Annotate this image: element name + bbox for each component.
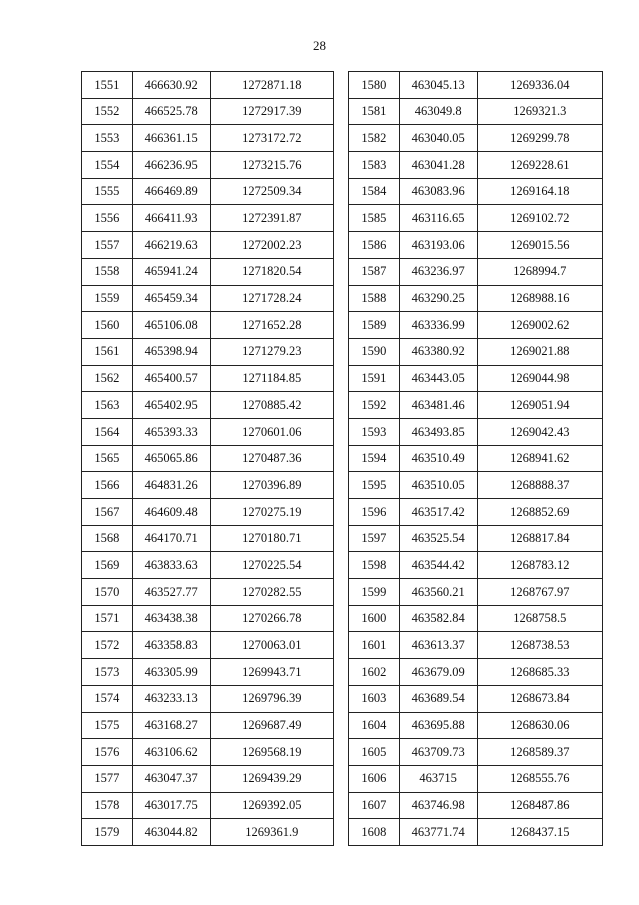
y-coordinate-cell: 1269021.88: [477, 338, 602, 365]
point-number-cell: 1568: [82, 525, 133, 552]
x-coordinate-cell: 463527.77: [132, 579, 210, 606]
x-coordinate-cell: 464609.48: [132, 499, 210, 526]
table-row: [349, 712, 603, 739]
point-number-cell: 1554: [82, 152, 133, 179]
point-number-cell: 1575: [82, 712, 133, 739]
point-number-cell: 1583: [349, 152, 400, 179]
point-number-cell: 1578: [82, 792, 133, 819]
table-row: [82, 445, 334, 472]
x-coordinate-cell: 464831.26: [132, 472, 210, 499]
x-coordinate-cell: 463833.63: [132, 552, 210, 579]
point-number-cell: 1592: [349, 392, 400, 419]
y-coordinate-cell: 1269687.49: [210, 712, 333, 739]
x-coordinate-cell: 463193.06: [399, 232, 477, 259]
y-coordinate-cell: 1270180.71: [210, 525, 333, 552]
table-row: [349, 739, 603, 766]
table-row: [82, 98, 334, 125]
x-coordinate-cell: 463336.99: [399, 312, 477, 339]
table-row: [349, 552, 603, 579]
point-number-cell: 1561: [82, 338, 133, 365]
table-row: [349, 685, 603, 712]
y-coordinate-cell: 1268555.76: [477, 765, 602, 792]
point-number-cell: 1597: [349, 525, 400, 552]
table-row: [349, 819, 603, 846]
point-number-cell: 1565: [82, 445, 133, 472]
point-number-cell: 1553: [82, 125, 133, 152]
x-coordinate-cell: 463047.37: [132, 765, 210, 792]
x-coordinate-cell: 463613.37: [399, 632, 477, 659]
table-row: [82, 418, 334, 445]
point-number-cell: 1594: [349, 445, 400, 472]
point-number-cell: 1607: [349, 792, 400, 819]
x-coordinate-cell: 463715: [399, 765, 477, 792]
y-coordinate-cell: 1268817.84: [477, 525, 602, 552]
table-row: [349, 418, 603, 445]
point-number-cell: 1595: [349, 472, 400, 499]
y-coordinate-cell: 1268673.84: [477, 685, 602, 712]
x-coordinate-cell: 463582.84: [399, 605, 477, 632]
y-coordinate-cell: 1268941.62: [477, 445, 602, 472]
y-coordinate-cell: 1270396.89: [210, 472, 333, 499]
y-coordinate-cell: 1268630.06: [477, 712, 602, 739]
point-number-cell: 1605: [349, 739, 400, 766]
table-row: [82, 125, 334, 152]
table-row: [82, 152, 334, 179]
table-row: [349, 792, 603, 819]
x-coordinate-cell: 463044.82: [132, 819, 210, 846]
y-coordinate-cell: 1268738.53: [477, 632, 602, 659]
y-coordinate-cell: 1270275.19: [210, 499, 333, 526]
point-number-cell: 1564: [82, 418, 133, 445]
y-coordinate-cell: 1272002.23: [210, 232, 333, 259]
point-number-cell: 1570: [82, 579, 133, 606]
table-row: [82, 312, 334, 339]
y-coordinate-cell: 1272871.18: [210, 72, 333, 99]
table-row: [349, 285, 603, 312]
y-coordinate-cell: 1269015.56: [477, 232, 602, 259]
y-coordinate-cell: 1271728.24: [210, 285, 333, 312]
point-number-cell: 1589: [349, 312, 400, 339]
point-number-cell: 1603: [349, 685, 400, 712]
table-row: [82, 659, 334, 686]
x-coordinate-cell: 466236.95: [132, 152, 210, 179]
x-coordinate-cell: 463709.73: [399, 739, 477, 766]
y-coordinate-cell: 1270601.06: [210, 418, 333, 445]
table-row: [82, 285, 334, 312]
x-coordinate-cell: 463510.49: [399, 445, 477, 472]
x-coordinate-cell: 465398.94: [132, 338, 210, 365]
x-coordinate-cell: 463290.25: [399, 285, 477, 312]
y-coordinate-cell: 1268767.97: [477, 579, 602, 606]
table-row: [82, 579, 334, 606]
y-coordinate-cell: 1271820.54: [210, 258, 333, 285]
table-row: [349, 312, 603, 339]
x-coordinate-cell: 463233.13: [132, 685, 210, 712]
x-coordinate-cell: 465106.08: [132, 312, 210, 339]
point-number-cell: 1598: [349, 552, 400, 579]
point-number-cell: 1571: [82, 605, 133, 632]
table-row: [82, 765, 334, 792]
table-row: [349, 258, 603, 285]
y-coordinate-cell: 1268852.69: [477, 499, 602, 526]
table-row: [82, 632, 334, 659]
x-coordinate-cell: 463305.99: [132, 659, 210, 686]
table-row: [82, 365, 334, 392]
x-coordinate-cell: 463443.05: [399, 365, 477, 392]
y-coordinate-cell: 1268988.16: [477, 285, 602, 312]
x-coordinate-cell: 463358.83: [132, 632, 210, 659]
x-coordinate-cell: 463679.09: [399, 659, 477, 686]
table-row: [349, 765, 603, 792]
y-coordinate-cell: 1269568.19: [210, 739, 333, 766]
y-coordinate-cell: 1271279.23: [210, 338, 333, 365]
x-coordinate-cell: 463525.54: [399, 525, 477, 552]
x-coordinate-cell: 463045.13: [399, 72, 477, 99]
y-coordinate-cell: 1272509.34: [210, 178, 333, 205]
table-row: [349, 632, 603, 659]
table-row: [349, 72, 603, 99]
point-number-cell: 1562: [82, 365, 133, 392]
y-coordinate-cell: 1273172.72: [210, 125, 333, 152]
x-coordinate-cell: 463116.65: [399, 205, 477, 232]
table-row: [349, 152, 603, 179]
point-number-cell: 1551: [82, 72, 133, 99]
y-coordinate-cell: 1269943.71: [210, 659, 333, 686]
y-coordinate-cell: 1272917.39: [210, 98, 333, 125]
y-coordinate-cell: 1269321.3: [477, 98, 602, 125]
y-coordinate-cell: 1273215.76: [210, 152, 333, 179]
point-number-cell: 1608: [349, 819, 400, 846]
x-coordinate-cell: 463380.92: [399, 338, 477, 365]
point-number-cell: 1577: [82, 765, 133, 792]
table-row: [349, 205, 603, 232]
coordinate-table-left: [81, 71, 334, 846]
table-row: [82, 819, 334, 846]
table-row: [349, 178, 603, 205]
table-row: [82, 525, 334, 552]
point-number-cell: 1604: [349, 712, 400, 739]
table-row: [82, 712, 334, 739]
table-row: [349, 338, 603, 365]
table-row: [349, 472, 603, 499]
point-number-cell: 1585: [349, 205, 400, 232]
y-coordinate-cell: 1271184.85: [210, 365, 333, 392]
point-number-cell: 1563: [82, 392, 133, 419]
y-coordinate-cell: 1269042.43: [477, 418, 602, 445]
y-coordinate-cell: 1269439.29: [210, 765, 333, 792]
table-row: [82, 472, 334, 499]
table-row: [349, 445, 603, 472]
point-number-cell: 1591: [349, 365, 400, 392]
x-coordinate-cell: 463017.75: [132, 792, 210, 819]
x-coordinate-cell: 463049.8: [399, 98, 477, 125]
table-row: [82, 338, 334, 365]
x-coordinate-cell: 465065.86: [132, 445, 210, 472]
x-coordinate-cell: 463168.27: [132, 712, 210, 739]
point-number-cell: 1586: [349, 232, 400, 259]
point-number-cell: 1600: [349, 605, 400, 632]
coordinate-table-right: [348, 71, 603, 846]
y-coordinate-cell: 1268685.33: [477, 659, 602, 686]
table-row: [82, 792, 334, 819]
y-coordinate-cell: 1269299.78: [477, 125, 602, 152]
point-number-cell: 1588: [349, 285, 400, 312]
table-row: [349, 125, 603, 152]
table-row: [82, 205, 334, 232]
table-row: [349, 499, 603, 526]
y-coordinate-cell: 1269164.18: [477, 178, 602, 205]
point-number-cell: 1599: [349, 579, 400, 606]
y-coordinate-cell: 1268487.86: [477, 792, 602, 819]
y-coordinate-cell: 1269228.61: [477, 152, 602, 179]
point-number-cell: 1601: [349, 632, 400, 659]
table-row: [349, 98, 603, 125]
point-number-cell: 1569: [82, 552, 133, 579]
point-number-cell: 1579: [82, 819, 133, 846]
x-coordinate-cell: 463438.38: [132, 605, 210, 632]
y-coordinate-cell: 1268888.37: [477, 472, 602, 499]
y-coordinate-cell: 1270282.55: [210, 579, 333, 606]
y-coordinate-cell: 1270885.42: [210, 392, 333, 419]
point-number-cell: 1576: [82, 739, 133, 766]
y-coordinate-cell: 1269044.98: [477, 365, 602, 392]
y-coordinate-cell: 1269051.94: [477, 392, 602, 419]
point-number-cell: 1567: [82, 499, 133, 526]
x-coordinate-cell: 465941.24: [132, 258, 210, 285]
coordinate-table-right-body: [349, 72, 603, 846]
y-coordinate-cell: 1269361.9: [210, 819, 333, 846]
table-row: [82, 739, 334, 766]
x-coordinate-cell: 466469.89: [132, 178, 210, 205]
y-coordinate-cell: 1269102.72: [477, 205, 602, 232]
x-coordinate-cell: 463771.74: [399, 819, 477, 846]
table-row: [349, 392, 603, 419]
page-number: 28: [313, 38, 326, 53]
x-coordinate-cell: 463510.05: [399, 472, 477, 499]
table-row: [82, 392, 334, 419]
table-row: [349, 605, 603, 632]
y-coordinate-cell: 1271652.28: [210, 312, 333, 339]
table-row: [82, 685, 334, 712]
y-coordinate-cell: 1268994.7: [477, 258, 602, 285]
point-number-cell: 1555: [82, 178, 133, 205]
y-coordinate-cell: 1269336.04: [477, 72, 602, 99]
y-coordinate-cell: 1269002.62: [477, 312, 602, 339]
coordinate-table-left-body: [82, 72, 334, 846]
y-coordinate-cell: 1270225.54: [210, 552, 333, 579]
table-row: [82, 72, 334, 99]
x-coordinate-cell: 465400.57: [132, 365, 210, 392]
point-number-cell: 1552: [82, 98, 133, 125]
x-coordinate-cell: 463746.98: [399, 792, 477, 819]
table-row: [82, 499, 334, 526]
table-row: [349, 659, 603, 686]
point-number-cell: 1566: [82, 472, 133, 499]
point-number-cell: 1580: [349, 72, 400, 99]
point-number-cell: 1590: [349, 338, 400, 365]
x-coordinate-cell: 466361.15: [132, 125, 210, 152]
x-coordinate-cell: 463544.42: [399, 552, 477, 579]
x-coordinate-cell: 465393.33: [132, 418, 210, 445]
y-coordinate-cell: 1270487.36: [210, 445, 333, 472]
table-row: [82, 258, 334, 285]
x-coordinate-cell: 466411.93: [132, 205, 210, 232]
x-coordinate-cell: 463106.62: [132, 739, 210, 766]
point-number-cell: 1584: [349, 178, 400, 205]
y-coordinate-cell: 1268758.5: [477, 605, 602, 632]
y-coordinate-cell: 1268589.37: [477, 739, 602, 766]
point-number-cell: 1596: [349, 499, 400, 526]
point-number-cell: 1582: [349, 125, 400, 152]
x-coordinate-cell: 463481.46: [399, 392, 477, 419]
table-row: [349, 579, 603, 606]
point-number-cell: 1593: [349, 418, 400, 445]
point-number-cell: 1602: [349, 659, 400, 686]
point-number-cell: 1572: [82, 632, 133, 659]
point-number-cell: 1574: [82, 685, 133, 712]
x-coordinate-cell: 466525.78: [132, 98, 210, 125]
x-coordinate-cell: 463040.05: [399, 125, 477, 152]
point-number-cell: 1581: [349, 98, 400, 125]
x-coordinate-cell: 463517.42: [399, 499, 477, 526]
table-row: [349, 232, 603, 259]
y-coordinate-cell: 1269796.39: [210, 685, 333, 712]
point-number-cell: 1557: [82, 232, 133, 259]
x-coordinate-cell: 465402.95: [132, 392, 210, 419]
point-number-cell: 1573: [82, 659, 133, 686]
x-coordinate-cell: 464170.71: [132, 525, 210, 552]
table-row: [82, 605, 334, 632]
point-number-cell: 1560: [82, 312, 133, 339]
point-number-cell: 1559: [82, 285, 133, 312]
x-coordinate-cell: 463493.85: [399, 418, 477, 445]
x-coordinate-cell: 463041.28: [399, 152, 477, 179]
table-row: [82, 232, 334, 259]
table-row: [349, 365, 603, 392]
table-row: [349, 525, 603, 552]
x-coordinate-cell: 463560.21: [399, 579, 477, 606]
x-coordinate-cell: 463236.97: [399, 258, 477, 285]
y-coordinate-cell: 1268437.15: [477, 819, 602, 846]
y-coordinate-cell: 1270266.78: [210, 605, 333, 632]
point-number-cell: 1587: [349, 258, 400, 285]
x-coordinate-cell: 463689.54: [399, 685, 477, 712]
point-number-cell: 1556: [82, 205, 133, 232]
point-number-cell: 1606: [349, 765, 400, 792]
x-coordinate-cell: 466630.92: [132, 72, 210, 99]
x-coordinate-cell: 463083.96: [399, 178, 477, 205]
y-coordinate-cell: 1268783.12: [477, 552, 602, 579]
x-coordinate-cell: 465459.34: [132, 285, 210, 312]
table-row: [82, 552, 334, 579]
table-row: [82, 178, 334, 205]
x-coordinate-cell: 466219.63: [132, 232, 210, 259]
y-coordinate-cell: 1272391.87: [210, 205, 333, 232]
y-coordinate-cell: 1269392.05: [210, 792, 333, 819]
y-coordinate-cell: 1270063.01: [210, 632, 333, 659]
point-number-cell: 1558: [82, 258, 133, 285]
x-coordinate-cell: 463695.88: [399, 712, 477, 739]
